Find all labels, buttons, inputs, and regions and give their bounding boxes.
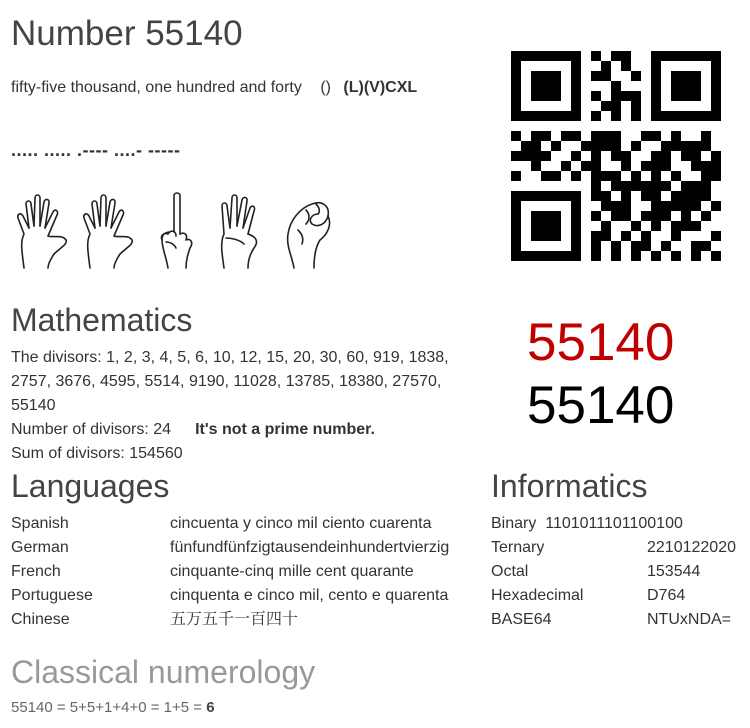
info-value: 153544 [647,563,701,580]
info-value: NTUxNDA= [647,611,732,628]
pronunciation-paren: () [320,79,331,96]
info-value: 2210122020 [647,539,736,556]
language-row-german [11,536,461,560]
big-number-black: 55140 [527,376,675,435]
roman-numeral: (L)(V)CXL [343,79,418,96]
info-label: Hexadecimal [491,587,584,604]
hand-five-icon [10,190,74,270]
info-label: Ternary [491,539,545,556]
numerology-formula-line [11,699,215,716]
language-row-portuguese [11,584,461,608]
prime-status: It's not a prime number. [195,421,375,438]
language-row-spanish [11,512,461,536]
info-label: Octal [491,563,529,580]
informatics-heading: Informatics [491,468,648,504]
language-row-french [11,560,461,584]
qr-code [511,51,721,261]
language-text: cinquenta e cinco mil, cento e quarenta [170,587,449,604]
divisors-list: The divisors: 1, 2, 3, 4, 5, 6, 10, 12, 15, 20, 30, 60, 919, 1838, 2757, 3676, 4595, 5514, 9190, 11028, 13785, 18380, 27570, 55140 [11,349,449,414]
morse-code: ..... ..... .---- ....- ----- [11,140,181,160]
info-value: D764 [647,587,686,604]
divisor-sum: Sum of divisors: 154560 [11,445,183,462]
hand-zero-icon [276,190,340,270]
numerology-result: 6 [206,699,215,716]
binary-label: Binary [491,515,537,532]
language-text: cinquante-cinq mille cent quarante [170,563,414,580]
binary-value: 1101011101100100 [545,515,683,532]
language-text: fünfundfünfzigtausendeinhundertvierzig [170,539,450,556]
numerology-heading: Classical numerology [11,654,316,690]
info-row-octal [491,560,750,584]
divisor-count-line [11,418,375,442]
hand-five-icon [76,190,140,270]
hand-one-icon [146,190,210,270]
number-in-words: fifty-five thousand, one hundred and forty [11,79,302,96]
sign-language-hands [10,190,335,270]
language-name: Portuguese [11,587,93,604]
numerology-formula: 55140 = 5+5+1+4+0 = 1+5 = [11,699,203,716]
language-text: cincuenta y cinco mil ciento cuarenta [170,515,432,532]
language-text: 五万五千一百四十 [170,611,299,628]
mathematics-heading: Mathematics [11,302,193,338]
language-name: Chinese [11,611,70,628]
divisor-count: Number of divisors: 24 [11,421,172,438]
info-row-base64 [491,608,750,632]
info-row-hexadecimal [491,584,750,608]
language-row-chinese [11,608,461,632]
language-name: German [11,539,69,556]
info-row-ternary [491,536,750,560]
page-title: Number 55140 [11,14,243,53]
number-in-words-line [11,76,417,100]
language-name: Spanish [11,515,69,532]
language-name: French [11,563,61,580]
hand-four-icon [210,190,274,270]
info-label: BASE64 [491,611,552,628]
languages-heading: Languages [11,468,170,504]
big-number-red: 55140 [527,313,675,372]
binary-row [491,512,683,536]
